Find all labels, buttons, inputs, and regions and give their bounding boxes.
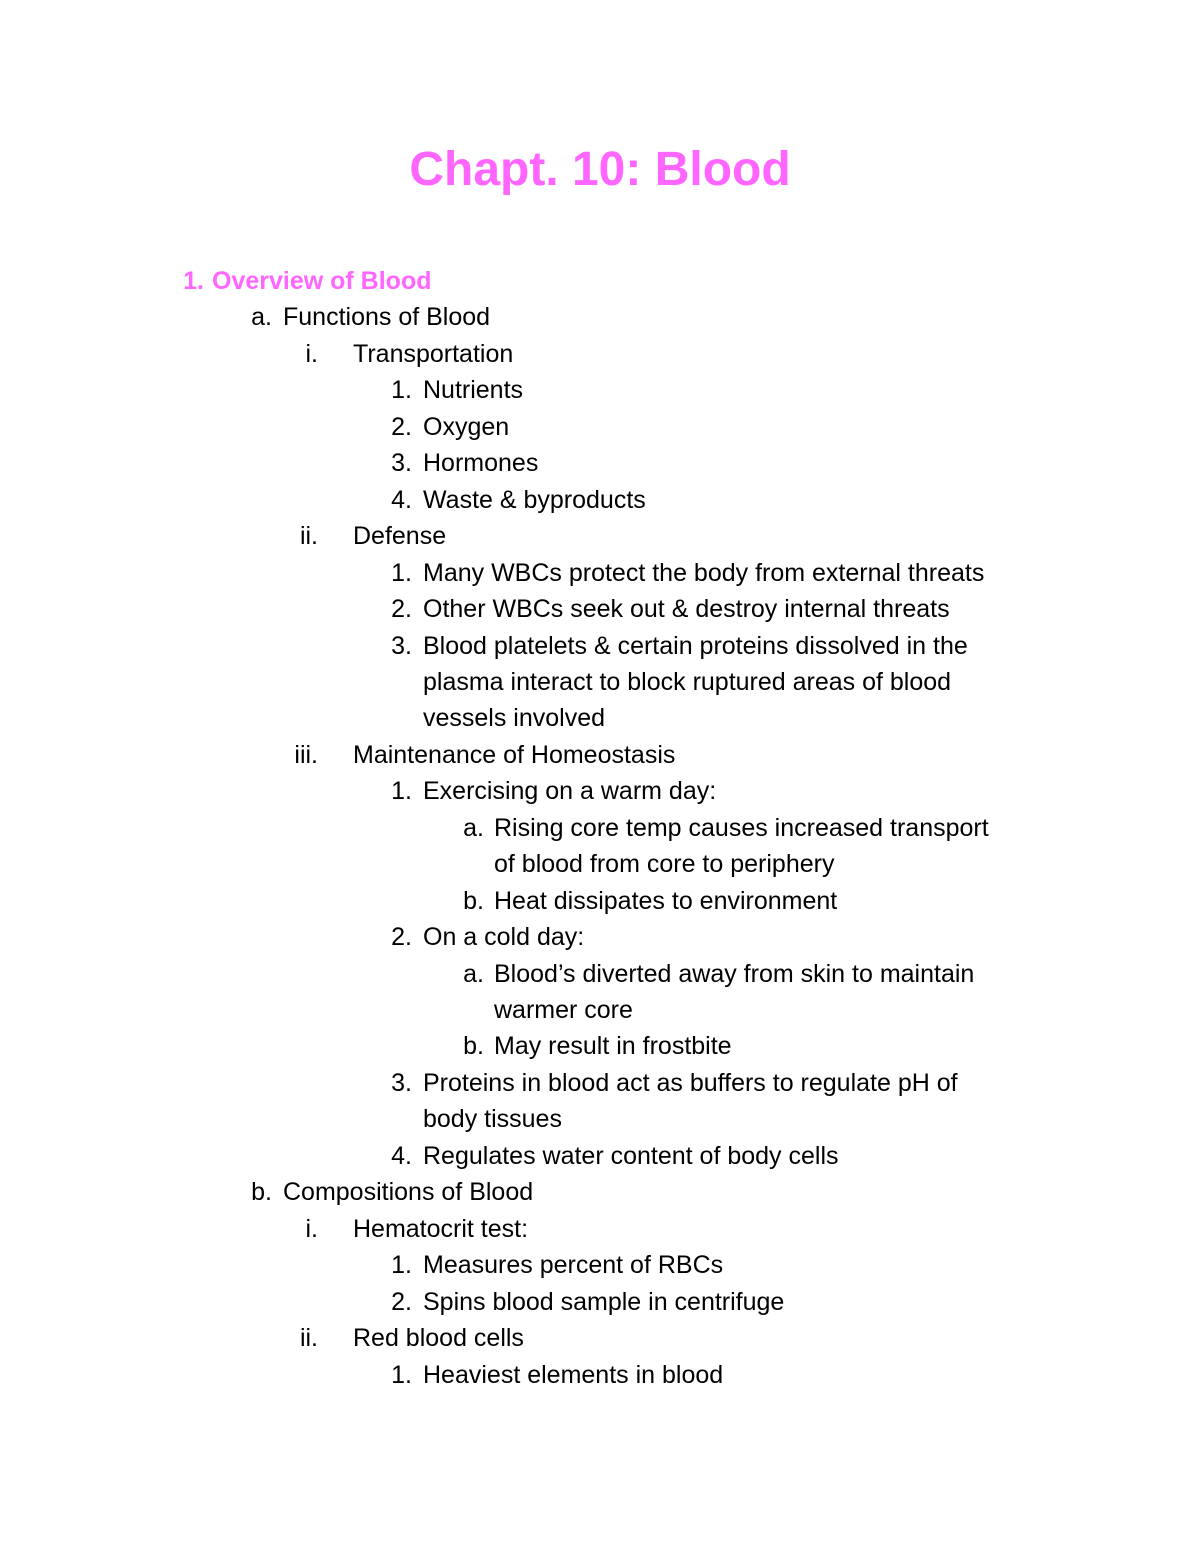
list-item-text: On a cold day: (423, 923, 585, 952)
list-item-text: Heaviest elements in blood (423, 1360, 724, 1389)
list-item (0, 594, 1200, 624)
list-marker: 3. (391, 449, 412, 478)
list-item-text: Heat dissipates to environment (494, 886, 838, 915)
list-item-text: Spins blood sample in centrifuge (423, 1287, 785, 1316)
list-item (0, 302, 1200, 332)
list-item-text: Regulates water content of body cells (423, 1141, 839, 1170)
list-item (0, 922, 1200, 952)
list-item-text: Oxygen (423, 412, 510, 441)
list-marker: 3. (391, 1068, 412, 1097)
list-marker: 2. (391, 923, 412, 952)
list-item-text: plasma interact to block ruptured areas of blood (423, 667, 952, 696)
list-marker: 4. (391, 485, 412, 514)
list-item-text: warmer core (494, 996, 633, 1024)
list-item (0, 667, 1200, 697)
list-item-text: Proteins in blood act as buffers to regulate pH of (423, 1068, 958, 1097)
list-marker: ii. (299, 1324, 318, 1353)
list-marker: 1. (391, 376, 412, 405)
list-item (0, 776, 1200, 806)
list-item (0, 886, 1200, 916)
list-marker: a. (463, 959, 484, 988)
list-item (0, 1360, 1200, 1390)
list-item (0, 995, 1200, 1025)
list-marker: 1. (391, 777, 412, 806)
list-item-text: Measures percent of RBCs (423, 1251, 724, 1280)
list-item (0, 558, 1200, 588)
list-item (0, 959, 1200, 989)
list-item-text: Red blood cells (353, 1324, 524, 1353)
list-marker: a. (251, 303, 272, 332)
list-marker: b. (463, 886, 484, 915)
list-marker: 2. (391, 412, 412, 441)
list-item (0, 1287, 1200, 1317)
list-item-text: Compositions of Blood (283, 1178, 534, 1207)
list-item-text: vessels involved (423, 704, 606, 733)
list-item (0, 813, 1200, 843)
list-item-text: Functions of Blood (283, 303, 491, 332)
list-marker: b. (251, 1178, 272, 1207)
list-item (0, 1104, 1200, 1134)
list-marker: 1. (183, 267, 204, 295)
list-item (0, 740, 1200, 770)
list-marker: i. (305, 1214, 318, 1243)
list-marker: 3. (391, 631, 412, 660)
list-item-text: Defense (353, 522, 447, 551)
list-item-text: Rising core temp causes increased transport (494, 813, 989, 842)
list-item-text: Many WBCs protect the body from external threats (423, 558, 985, 587)
list-marker: ii. (299, 522, 318, 551)
list-item (0, 1250, 1200, 1280)
list-marker: 1. (391, 558, 412, 587)
list-item-text: body tissues (423, 1105, 562, 1134)
list-marker: 4. (391, 1141, 412, 1170)
section-heading (0, 266, 1200, 296)
list-item-text: Waste & byproducts (423, 485, 646, 514)
list-marker: 2. (391, 595, 412, 624)
list-item-text: of blood from core to periphery (494, 850, 835, 879)
list-item-text: Nutrients (423, 376, 524, 405)
list-item (0, 375, 1200, 405)
list-item-text: Overview of Blood (212, 267, 432, 295)
list-item (0, 631, 1200, 661)
list-item-text: Other WBCs seek out & destroy internal threats (423, 595, 950, 624)
list-item-text: Exercising on a warm day: (423, 777, 717, 806)
list-item-text: Hormones (423, 449, 539, 478)
list-item (0, 521, 1200, 551)
list-marker: i. (305, 339, 318, 368)
list-item (0, 1177, 1200, 1207)
list-item (0, 1141, 1200, 1171)
list-item (0, 339, 1200, 369)
list-item-text: Hematocrit test: (353, 1214, 529, 1243)
page-title: Chapt. 10: Blood (409, 143, 791, 196)
list-item-text: Maintenance of Homeostasis (353, 740, 676, 769)
list-marker: 1. (391, 1360, 412, 1389)
list-item (0, 448, 1200, 478)
list-marker: 2. (391, 1287, 412, 1316)
list-item (0, 1068, 1200, 1098)
list-item (0, 1214, 1200, 1244)
list-marker: iii. (294, 740, 318, 769)
list-item-text: Blood platelets & certain proteins dissolved in the (423, 631, 968, 660)
list-item (0, 1323, 1200, 1353)
list-marker: 1. (391, 1251, 412, 1280)
list-marker: b. (463, 1032, 484, 1061)
list-item (0, 1031, 1200, 1061)
list-marker: a. (463, 813, 484, 842)
list-item-text: Transportation (353, 339, 514, 368)
list-item (0, 485, 1200, 515)
list-item (0, 849, 1200, 879)
list-item-text: Blood’s diverted away from skin to maintain (494, 959, 975, 988)
list-item-text: May result in frostbite (494, 1032, 732, 1061)
list-item (0, 703, 1200, 733)
list-item (0, 412, 1200, 442)
